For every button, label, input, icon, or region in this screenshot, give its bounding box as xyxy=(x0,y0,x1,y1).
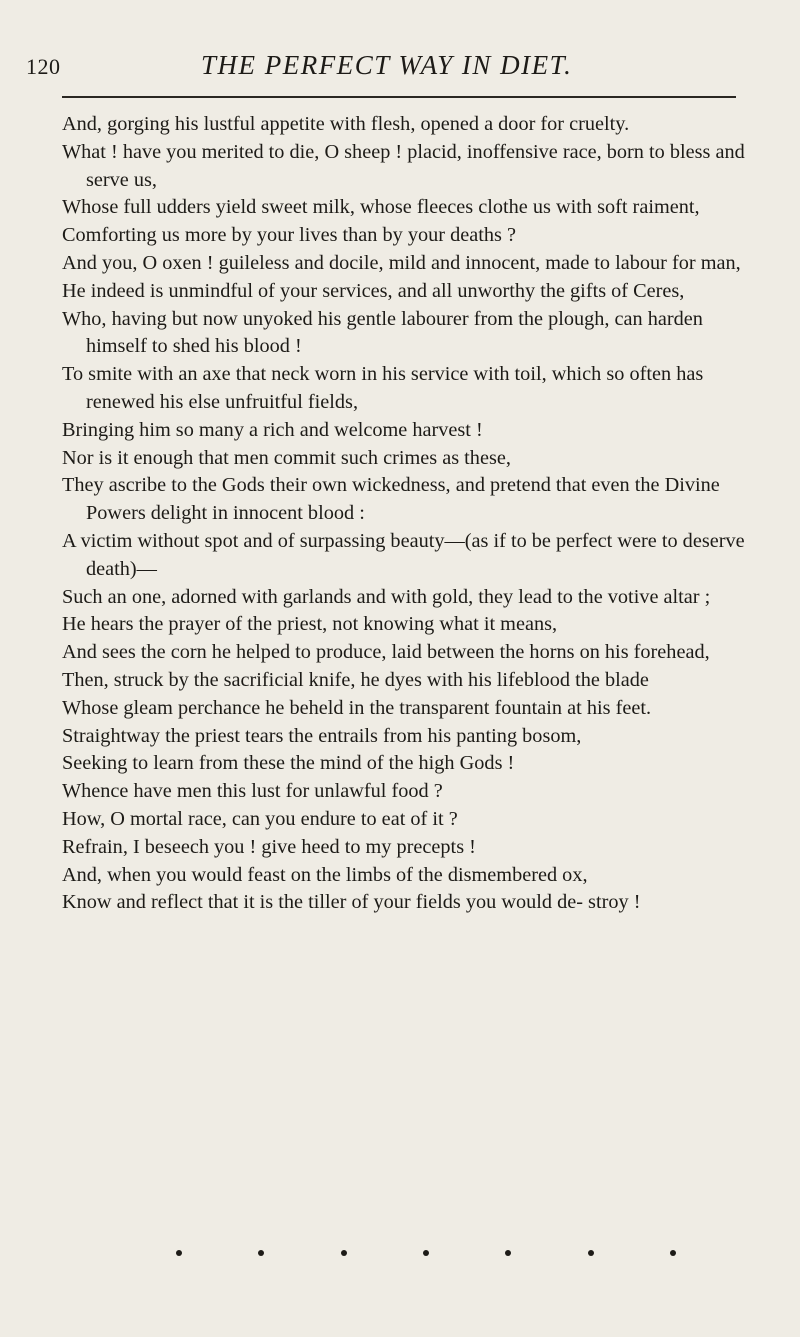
verse-line: How, O mortal race, can you endure to eat of it ? xyxy=(62,807,458,830)
verse-line: Whose full udders yield sweet milk, whose fleeces clothe us with soft raiment, xyxy=(62,196,700,219)
verse-line: What ! have you merited to die, O sheep ! placid, inoffensive race, born to bless and serve us, xyxy=(62,140,745,191)
ornament-dot xyxy=(505,1250,511,1256)
verse-line: Know and reflect that it is the tiller of your fields you would de- stroy ! xyxy=(62,891,641,914)
verse-line: To smite with an axe that neck worn in his service with toil, which so often has renewed his else unfruitful fields, xyxy=(62,363,704,413)
verse-line: Then, struck by the sacrificial knife, he dyes with his lifeblood the blade xyxy=(62,668,649,691)
verse-line: And you, O oxen ! guileless and docile, mild and innocent, made to labour for man, xyxy=(62,251,741,274)
verse-line: Refrain, I beseech you ! give heed to my precepts ! xyxy=(62,835,476,858)
verse-line: Whose gleam perchance he beheld in the transparent fountain at his feet. xyxy=(62,696,652,719)
verse-line: Straightway the priest tears the entrails from his panting bosom, xyxy=(62,724,582,747)
verse-line: And, when you would feast on the limbs of the dismembered ox, xyxy=(62,863,588,886)
verse-line: And sees the corn he helped to produce, laid between the horns on his forehead, xyxy=(62,641,710,664)
verse-line: Whence have men this lust for unlawful food ? xyxy=(62,780,443,803)
ornament-dot xyxy=(423,1250,429,1256)
verse-line: Nor is it enough that men commit such crimes as these, xyxy=(62,446,511,469)
ornament-dot xyxy=(670,1250,676,1256)
header-rule xyxy=(62,96,736,98)
verse-line: And, gorging his lustful appetite with flesh, opened a door for cruelty. xyxy=(62,113,630,135)
ellipsis-ornament xyxy=(176,1243,676,1263)
ornament-dot xyxy=(588,1250,594,1256)
verse-line: He indeed is unmindful of your services, and all unworthy the gifts of Ceres, xyxy=(62,279,685,302)
page-header xyxy=(26,48,738,88)
verse-line: Who, having but now unyoked his gentle labourer from the plough, can harden himself to shed his blood ! xyxy=(62,307,703,358)
ornament-dot xyxy=(258,1250,264,1256)
running-title: THE PERFECT WAY IN DIET. xyxy=(201,50,573,80)
ornament-dot xyxy=(176,1250,182,1256)
verse-line: A victim without spot and of surpassing beauty—(as if to be perfect were to deserve death)— xyxy=(62,529,745,580)
poem-body xyxy=(62,111,752,917)
verse-line: Comforting us more by your lives than by your deaths ? xyxy=(62,224,517,247)
verse-line: He hears the prayer of the priest, not knowing what it means, xyxy=(62,613,558,636)
verse-line: They ascribe to the Gods their own wickedness, and pretend that even the Divine Powers delight in innocent blood : xyxy=(62,474,720,525)
page-number: 120 xyxy=(26,54,61,79)
verse-line: Such an one, adorned with garlands and with gold, they lead to the votive altar ; xyxy=(62,585,711,608)
verse-line: Seeking to learn from these the mind of the high Gods ! xyxy=(62,752,515,775)
verse-line: Bringing him so many a rich and welcome harvest ! xyxy=(62,418,483,441)
ornament-dot xyxy=(341,1250,347,1256)
